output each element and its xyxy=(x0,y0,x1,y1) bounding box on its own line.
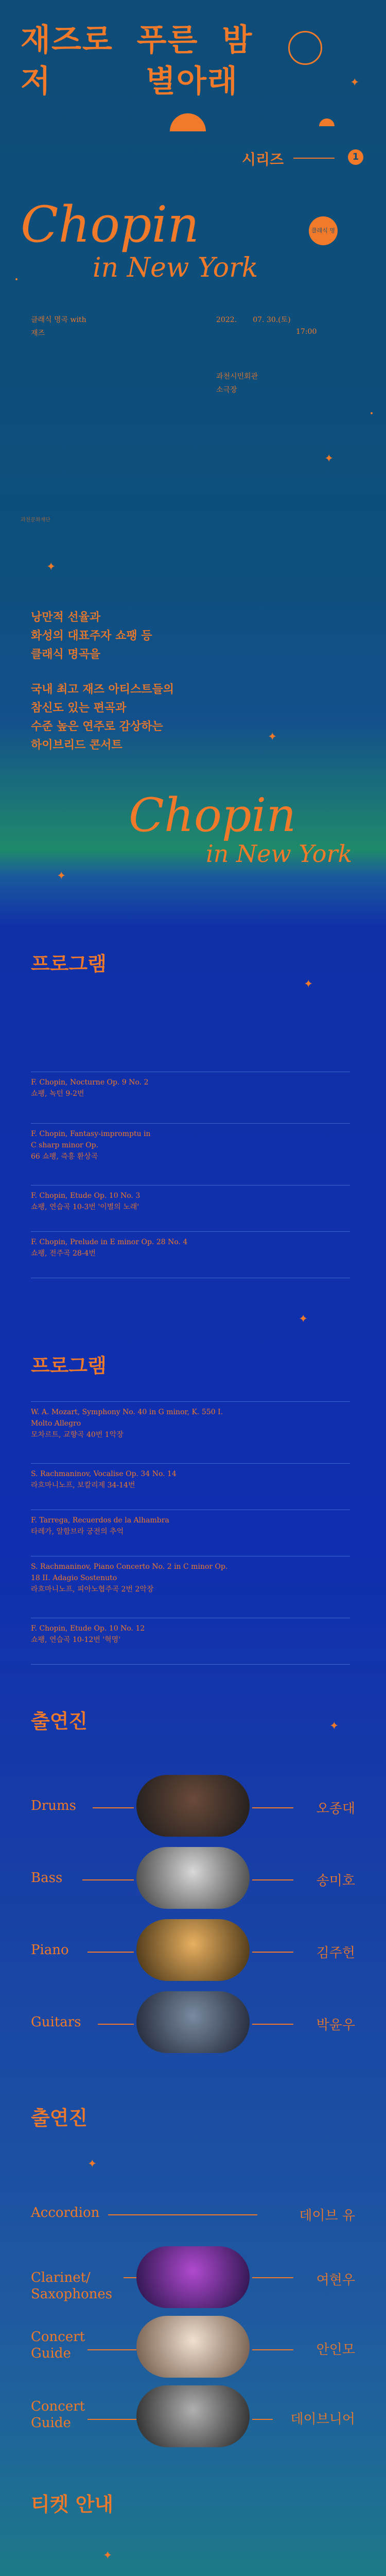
performers1-title: 출연진 xyxy=(31,1709,88,1733)
venue-1: 과천시민회관 xyxy=(216,372,258,381)
program-line: Molto Allegro xyxy=(31,1419,81,1428)
program-line: S. Rachmaninov, Piano Concerto No. 2 in C minor Op. xyxy=(31,1563,228,1571)
program1-title: 프로그램 xyxy=(31,952,107,975)
intro-script-chopin: Chopin xyxy=(129,788,296,842)
performer-name: 데이브 유 xyxy=(299,2208,355,2224)
org-logo: 과천문화재단 xyxy=(21,517,50,523)
program-line: 쇼팽, 녹턴 9-2번 xyxy=(31,1090,84,1098)
connector-line xyxy=(108,2214,257,2215)
performer-instrument: Clarinet/ Saxophones xyxy=(31,2270,113,2302)
program-line: C sharp minor Op. xyxy=(31,1141,99,1149)
connector-line xyxy=(252,2277,293,2278)
hero-title-line1: 재즈로 푸른 밤 xyxy=(21,22,253,58)
star-icon: ✦ xyxy=(103,2549,113,2562)
divider xyxy=(31,1123,350,1124)
star-icon: ✦ xyxy=(268,731,277,743)
half-moon-icon-small xyxy=(319,118,335,126)
hero-script-chopin: Chopin xyxy=(21,196,200,253)
connector-line xyxy=(124,2277,136,2278)
program-line: F. Chopin, Etude Op. 10 No. 3 xyxy=(31,1192,141,1200)
performer-name: 김주헌 xyxy=(316,1945,355,1961)
performer-instrument: Concert Guide xyxy=(31,2329,85,2361)
half-moon-icon xyxy=(170,113,206,131)
performer-photo xyxy=(136,1775,250,1837)
intro-b-line: 수준 높은 연주로 감상하는 xyxy=(31,720,163,733)
intro-b-line: 하이브리드 콘서트 xyxy=(31,738,122,752)
connector-line xyxy=(93,1807,134,1808)
program-line: F. Tarrega, Recuerdos de la Alhambra xyxy=(31,1516,169,1524)
program-line: 쇼팽, 전주곡 28-4번 xyxy=(31,1249,96,1258)
star-icon: ✦ xyxy=(87,2158,97,2171)
event-time: 17:00 xyxy=(296,328,317,336)
connector-line xyxy=(252,2024,293,2025)
program-line: 모차르트, 교향곡 40번 1악장 xyxy=(31,1431,124,1439)
ticket-title: 티켓 안내 xyxy=(31,2493,114,2516)
performer-photo xyxy=(136,1919,250,1981)
performer-name: 송미호 xyxy=(316,1873,355,1889)
star-icon: ✦ xyxy=(324,452,334,465)
program2-item xyxy=(31,1468,350,1491)
performer-photo xyxy=(136,1847,250,1909)
program-line: 라흐마니노프, 보칼리제 34-14번 xyxy=(31,1481,135,1489)
connector-line xyxy=(87,2349,136,2350)
intro-script-newyork: in New York xyxy=(206,840,353,868)
intro-b-line: 국내 최고 재즈 아티스트들의 xyxy=(31,683,174,696)
performer-photo xyxy=(136,2316,250,2378)
event-date: 2022. 07. 30.(토) xyxy=(216,316,291,324)
program1-item xyxy=(31,1190,350,1213)
divider xyxy=(31,1231,350,1232)
program1-item xyxy=(31,1128,350,1162)
connector-line xyxy=(252,2419,273,2420)
series-number: 1 xyxy=(348,149,363,165)
subtitle-2: 재즈 xyxy=(31,329,45,337)
program-line: S. Rachmaninov, Vocalise Op. 34 No. 14 xyxy=(31,1470,177,1478)
performer-instrument: Drums xyxy=(31,1798,77,1814)
dot xyxy=(15,278,17,280)
program-line: W. A. Mozart, Symphony No. 40 in G minor, K. 550 I. xyxy=(31,1408,223,1416)
program-line: 18 II. Adagio Sostenuto xyxy=(31,1574,117,1582)
performer-name: 데이브니어 xyxy=(290,2412,355,2427)
program2-item xyxy=(31,1406,350,1440)
program-line: 쇼팽, 연습곡 10-12번 '혁명' xyxy=(31,1636,121,1644)
performer-photo xyxy=(136,2246,250,2308)
program2-item xyxy=(31,1623,350,1646)
star-icon: ✦ xyxy=(329,1720,339,1733)
connector-line xyxy=(252,1952,293,1953)
series-label: 시리즈 xyxy=(242,151,284,168)
performer-instrument: Guitars xyxy=(31,2014,81,2030)
connector-line xyxy=(98,2024,134,2025)
program-line: F. Chopin, Prelude in E minor Op. 28 No. 4 xyxy=(31,1238,188,1246)
performer-instrument: Piano xyxy=(31,1942,69,1958)
intro-a-line: 클래식 명곡을 xyxy=(31,648,101,661)
intro-a-line: 낭만적 선율과 xyxy=(31,611,101,624)
star-icon: ✦ xyxy=(304,978,313,991)
star-icon: ✦ xyxy=(46,561,56,573)
divider xyxy=(31,1463,350,1464)
intro-a-line: 화성의 대표주자 쇼팽 등 xyxy=(31,629,152,642)
intro-b-line: 참신도 있는 편곡과 xyxy=(31,701,127,715)
performer-name: 여현우 xyxy=(316,2273,355,2288)
program-line: 쇼팽, 연습곡 10-3번 '이별의 노래' xyxy=(31,1203,139,1211)
connector-line xyxy=(82,1879,134,1880)
performers2-title: 출연진 xyxy=(31,2106,88,2129)
program1-item xyxy=(31,1236,350,1259)
connector-line xyxy=(87,1952,134,1953)
performer-instrument: Concert Guide xyxy=(31,2399,85,2431)
dot xyxy=(371,412,373,414)
moon-icon xyxy=(288,31,322,65)
connector-line xyxy=(252,1879,293,1880)
performer-instrument: Accordion xyxy=(31,2205,100,2221)
performer-name: 오종대 xyxy=(316,1801,355,1817)
hero-title-line2: 저 별아래 xyxy=(21,63,238,99)
program2-title: 프로그램 xyxy=(31,1354,107,1377)
subtitle-1: 클래식 명곡 with xyxy=(31,316,86,324)
performer-name: 박윤우 xyxy=(316,2018,355,2033)
performer-instrument: Bass xyxy=(31,1870,63,1886)
venue-2: 소극장 xyxy=(216,386,237,394)
performer-photo xyxy=(136,1991,250,2053)
connector-line xyxy=(87,2419,136,2420)
program1-item xyxy=(31,1077,350,1099)
divider xyxy=(31,1401,350,1402)
program-line: 66 쇼팽, 즉흥 환상곡 xyxy=(31,1153,98,1161)
intro-a xyxy=(31,608,152,664)
star-icon: ✦ xyxy=(57,870,66,883)
program-line: F. Chopin, Nocturne Op. 9 No. 2 xyxy=(31,1078,149,1087)
star-icon: ✦ xyxy=(350,76,360,89)
intro-b xyxy=(31,680,174,754)
connector-line xyxy=(252,2349,293,2350)
program-line: F. Chopin, Etude Op. 10 No. 12 xyxy=(31,1624,145,1633)
program-line: F. Chopin, Fantasy-impromptu in xyxy=(31,1130,151,1138)
hero-script-newyork: in New York xyxy=(93,252,258,283)
program2-item xyxy=(31,1561,350,1595)
star-icon: ✦ xyxy=(299,1313,308,1326)
performer-photo xyxy=(136,2385,250,2447)
badge: 클래식 명곡 xyxy=(309,216,338,245)
program2-item xyxy=(31,1515,350,1537)
program-line: 라흐마니노프, 피아노협주곡 2번 2악장 xyxy=(31,1585,154,1594)
series-line xyxy=(293,158,335,159)
performer-name: 안인모 xyxy=(316,2342,355,2358)
divider xyxy=(31,1664,350,1665)
connector-line xyxy=(252,1807,293,1808)
program-line: 타레가, 알함브라 궁전의 추억 xyxy=(31,1528,124,1536)
